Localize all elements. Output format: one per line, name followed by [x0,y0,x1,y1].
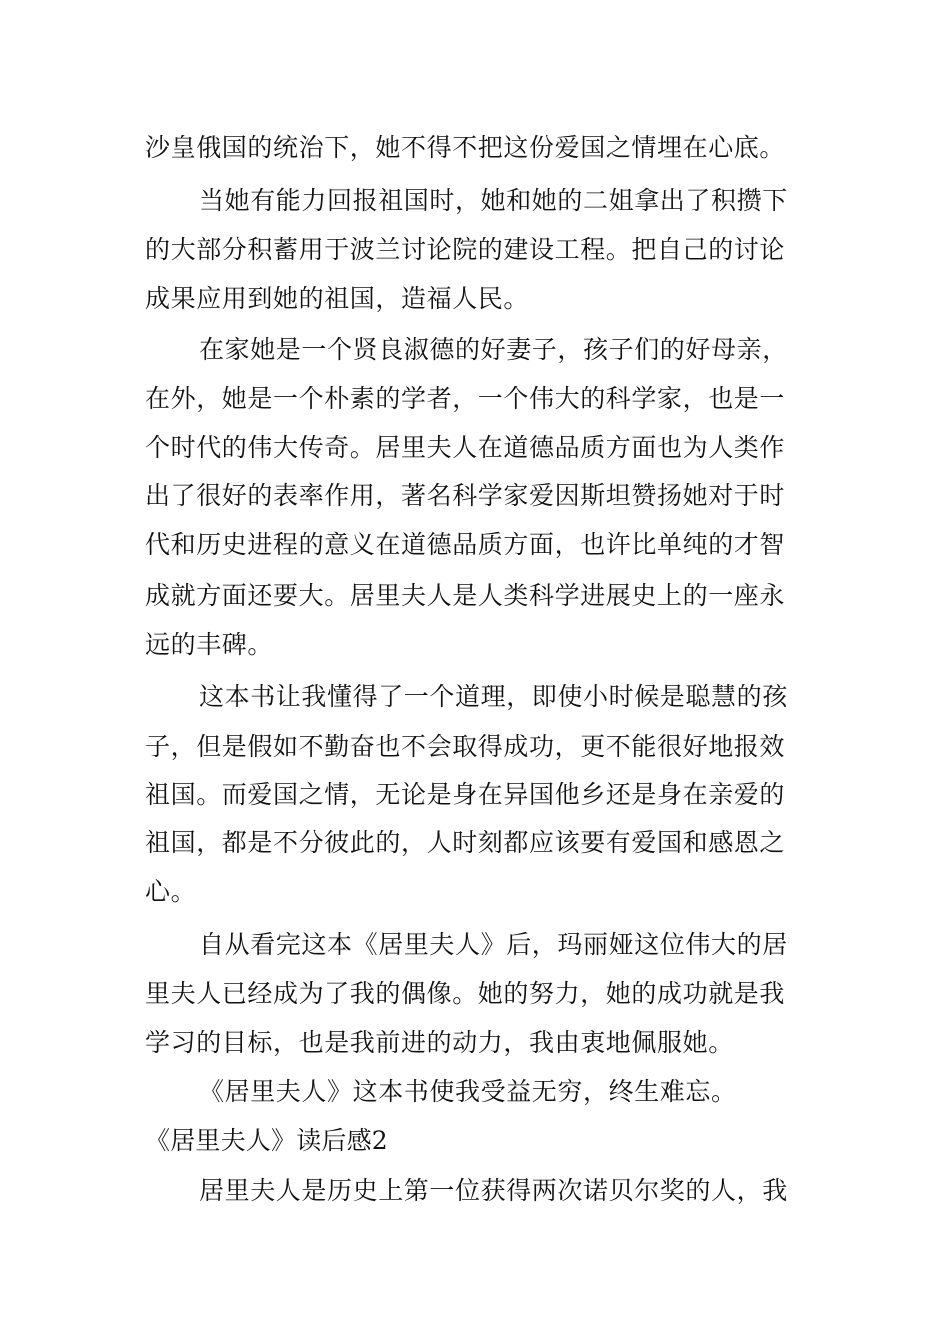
text-line: 学习的目标，也是我前进的动力，我由衷地佩服她。 [145,1028,734,1057]
text-line: 在外，她是一个朴素的学者，一个伟大的科学家，也是一 [145,384,786,413]
text-line: 成果应用到她的祖国，造福人民。 [145,284,530,313]
text-line: 的大部分积蓄用于波兰讨论院的建设工程。把自己的讨论 [145,235,786,264]
text-line: 沙皇俄国的统治下，她不得不把这份爱国之情埋在心底。 [145,133,786,162]
text-line: 祖国，都是不分彼此的，人时刻都应该要有爱国和感恩之 [145,828,786,857]
paragraph-first-line: 这本书让我懂得了一个道理，即使小时候是聪慧的孩 [199,682,788,711]
paragraph-first-line: 居里夫人是历史上第一位获得两次诺贝尔奖的人，我 [199,1176,788,1205]
text-line: 出了很好的表率作用，著名科学家爱因斯坦赞扬她对于时 [145,481,786,510]
text-line: 代和历史进程的意义在道德品质方面，也许比单纯的才智 [145,530,786,559]
text-line: 子，但是假如不勤奋也不会取得成功，更不能很好地报效 [145,732,786,761]
text-line: 个时代的伟大传奇。居里夫人在道德品质方面也为人类作 [145,433,786,462]
paragraph-first-line: 当她有能力回报祖国时，她和她的二姐拿出了积攒下 [199,186,788,215]
text-line: 远的丰碑。 [145,630,274,659]
text-line: 成就方面还要大。居里夫人是人类科学进展史上的一座永 [145,581,786,610]
section-heading: 《居里夫人》读后感2 [145,1126,388,1155]
text-line: 心。 [145,877,197,906]
text-line: 里夫人已经成为了我的偶像。她的努力，她的成功就是我 [145,979,786,1008]
text-line: 祖国。而爱国之情，无论是身在异国他乡还是身在亲爱的 [145,780,786,809]
paragraph-first-line: 《居里夫人》这本书使我受益无穷，终生难忘。 [199,1077,737,1106]
paragraph-first-line: 自从看完这本《居里夫人》后，玛丽娅这位伟大的居 [199,930,788,959]
paragraph-first-line: 在家她是一个贤良淑德的好妻子，孩子们的好母亲， [199,335,788,364]
